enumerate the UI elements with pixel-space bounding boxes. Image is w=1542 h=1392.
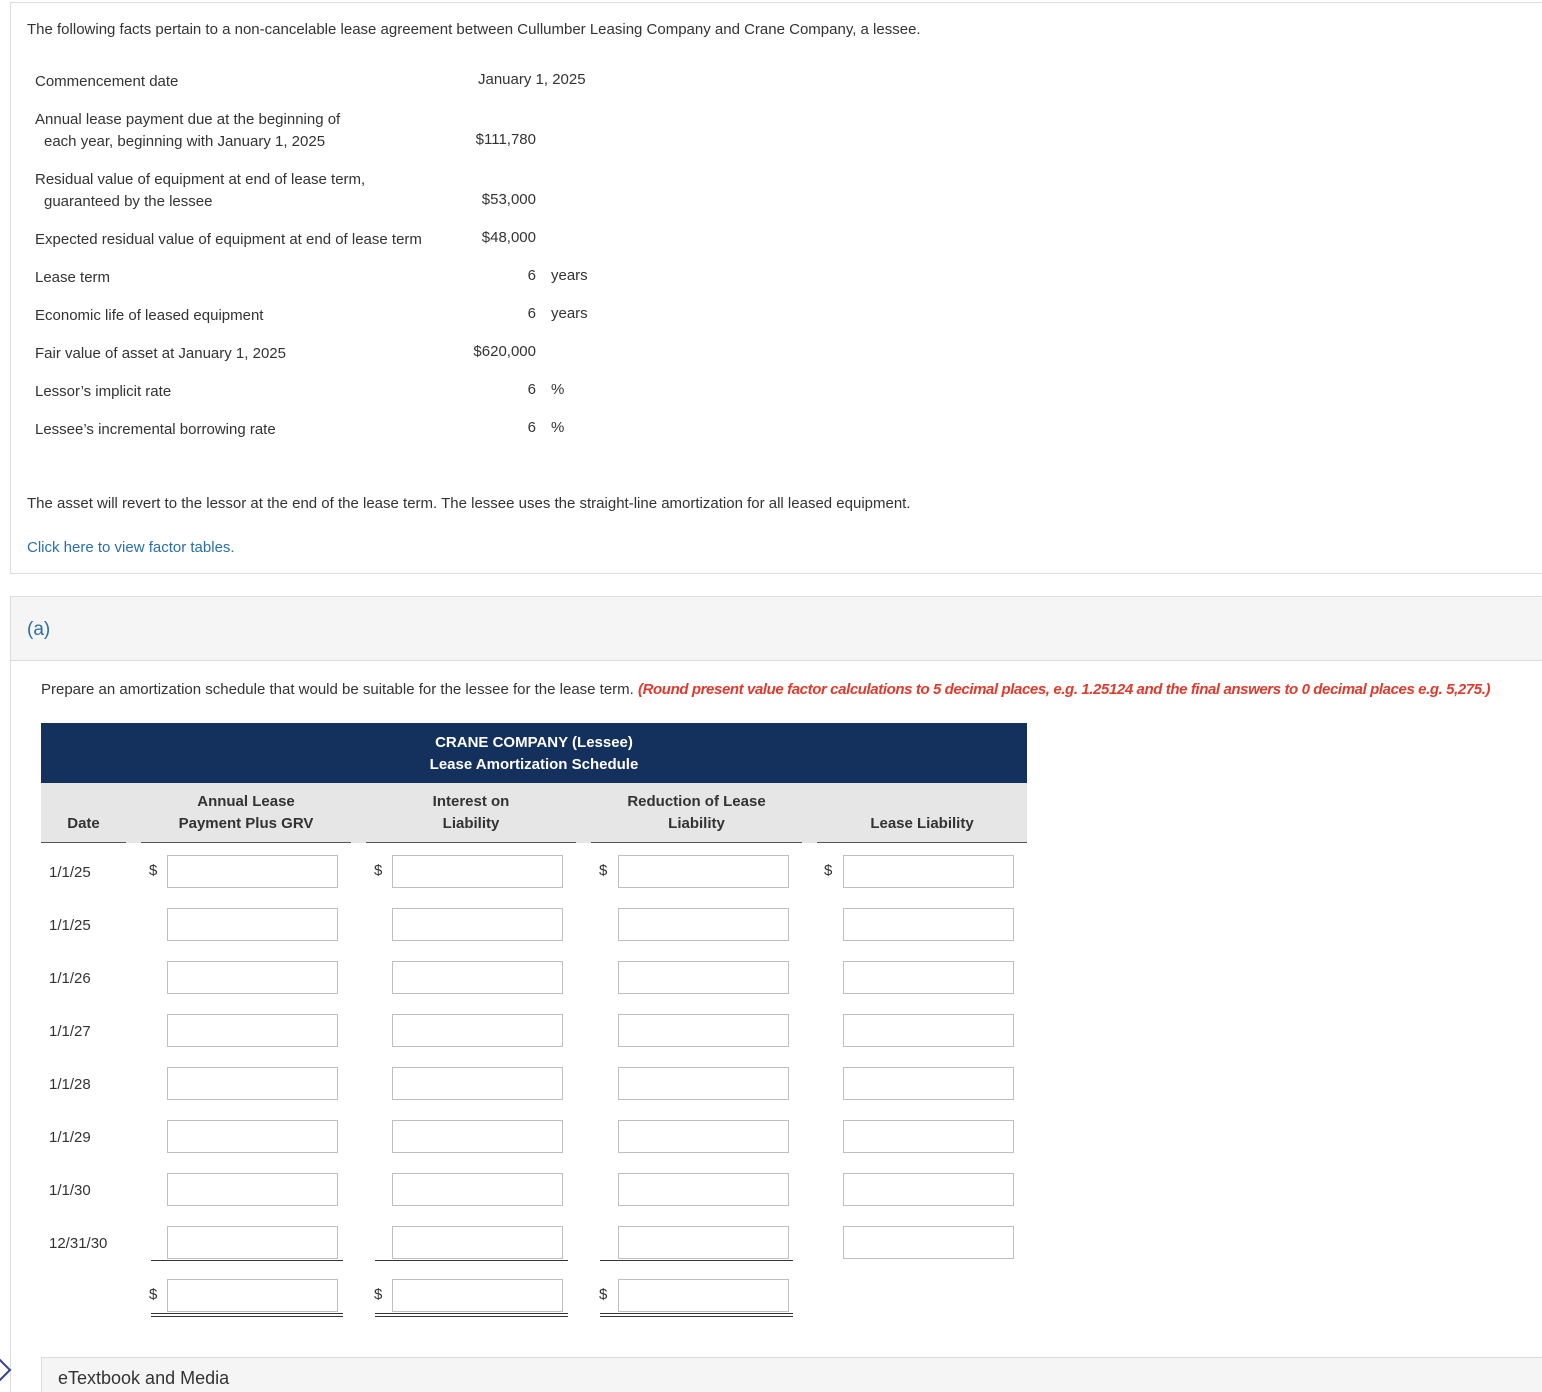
payment-input-8[interactable] [167,1226,338,1259]
interest-input-1[interactable] [392,855,563,888]
residual-guaranteed-label [35,169,365,213]
residual-guaranteed-line2: guaranteed by the lessee [44,193,213,210]
row-date-1: 1/1/25 [49,864,91,881]
implicit-rate-value: 6 [527,381,536,398]
total-double-line [375,1313,568,1317]
col-payment-line1: Annual Lease [197,793,295,810]
part-header [11,597,1542,661]
interest-input-5[interactable] [392,1067,563,1100]
dollar-sign: $ [149,862,158,879]
lease-term-value: 6 [527,267,536,284]
payment-input-5[interactable] [167,1067,338,1100]
row-date-3: 1/1/26 [49,970,91,987]
col-gap-2 [351,783,366,843]
total-dollar-sign: $ [374,1286,383,1303]
col-gap-1 [126,783,141,843]
reduction-input-5[interactable] [618,1067,789,1100]
col-date-label: Date [67,815,100,832]
total-double-line [600,1313,793,1317]
fair-value-label: Fair value of asset at January 1, 2025 [35,345,286,362]
commencement-value: January 1, 2025 [478,71,586,88]
col-interest [366,783,576,843]
payment-input-3[interactable] [167,961,338,994]
interest-input-3[interactable] [392,961,563,994]
row-date-8: 12/31/30 [49,1235,108,1252]
col-gap-3 [576,783,591,843]
row-date-5: 1/1/28 [49,1076,91,1093]
implicit-rate-label: Lessor’s implicit rate [35,383,172,400]
borrowing-rate-label: Lessee’s incremental borrowing rate [35,421,276,438]
etextbook-media-bar[interactable] [41,1357,1542,1392]
col-payment [141,783,351,843]
part-label: (a) [27,619,51,640]
lease-term-label: Lease term [35,269,111,286]
interest-input-7[interactable] [392,1173,563,1206]
liability-input-3[interactable] [843,961,1014,994]
reduction-input-3[interactable] [618,961,789,994]
schedule-name: Lease Amortization Schedule [429,756,639,773]
dollar-sign: $ [824,862,833,879]
total-dollar-sign: $ [149,1286,158,1303]
facts-panel [10,2,1542,574]
part-a-panel [10,596,1542,1392]
col-reduction-line2: Liability [668,815,725,832]
reduction-total-input[interactable] [618,1279,789,1312]
economic-life-unit: years [551,305,588,322]
dollar-sign: $ [374,862,383,879]
instructions [41,681,1490,698]
payment-label-line1: Annual lease payment due at the beginning of [35,111,341,128]
expected-residual-label: Expected residual value of equipment at end of lease term [35,231,422,248]
economic-life-value: 6 [527,305,536,322]
total-double-line [151,1313,343,1317]
col-payment-line2: Payment Plus GRV [178,815,314,832]
liability-input-6[interactable] [843,1120,1014,1153]
factor-tables-link[interactable]: Click here to view factor tables. [27,539,235,556]
economic-life-label: Economic life of leased equipment [35,307,264,324]
col-date [41,783,126,843]
reduction-input-4[interactable] [618,1014,789,1047]
payment-input-6[interactable] [167,1120,338,1153]
liability-input-8[interactable] [843,1226,1014,1259]
row-date-6: 1/1/29 [49,1129,91,1146]
reduction-input-1[interactable] [618,855,789,888]
col-reduction-line1: Reduction of Lease [627,793,766,810]
interest-input-8[interactable] [392,1226,563,1259]
col-liability [817,783,1027,843]
total-dollar-sign: $ [599,1286,608,1303]
interest-input-4[interactable] [392,1014,563,1047]
payment-label-line2: each year, beginning with January 1, 2025 [44,133,326,150]
liability-input-5[interactable] [843,1067,1014,1100]
subtotal-line [375,1260,568,1261]
commencement-label: Commencement date [35,73,179,90]
col-reduction [591,783,802,843]
instruction-text: Prepare an amortization schedule that would be suitable for the lessee for the lease term. [41,681,634,698]
interest-input-2[interactable] [392,908,563,941]
col-interest-line2: Liability [442,815,500,832]
rounding-note: (Round present value factor calculations to 5 decimal places, e.g. 1.25124 and the final answers to 0 decimal places e.g. 5,275.) [638,681,1491,698]
payment-input-2[interactable] [167,908,338,941]
implicit-rate-unit: % [551,381,565,398]
expected-residual-value: $48,000 [481,229,536,246]
payment-total-input[interactable] [167,1279,338,1312]
residual-guaranteed-line1: Residual value of equipment at end of lease term, [35,171,366,188]
borrowing-rate-unit: % [551,419,565,436]
reduction-input-2[interactable] [618,908,789,941]
col-gap-4 [802,783,817,843]
schedule-company: CRANE COMPANY (Lessee) [435,734,633,751]
intro-text: The following facts pertain to a non-cancelable lease agreement between Cullumber Leasing Company and Crane Company, a lessee. [27,21,921,38]
reduction-input-7[interactable] [618,1173,789,1206]
reduction-input-6[interactable] [618,1120,789,1153]
payment-input-4[interactable] [167,1014,338,1047]
payment-label [35,109,340,153]
dollar-sign: $ [599,862,608,879]
interest-input-6[interactable] [392,1120,563,1153]
residual-guaranteed-value: $53,000 [481,191,536,208]
row-date-2: 1/1/25 [49,917,91,934]
liability-input-7[interactable] [843,1173,1014,1206]
borrowing-rate-value: 6 [527,419,536,436]
interest-total-input[interactable] [392,1279,563,1312]
etextbook-label: eTextbook and Media [58,1368,230,1388]
subtotal-line [151,1260,343,1261]
payment-value: $111,780 [475,131,536,148]
reduction-input-8[interactable] [618,1226,789,1259]
schedule-title [41,723,1027,783]
revert-text: The asset will revert to the lessor at the end of the lease term. The lessee uses the straight-line amortization for all leased equipment. [27,495,911,512]
col-interest-line1: Interest on [432,793,510,810]
payment-input-7[interactable] [167,1173,338,1206]
lease-term-unit: years [551,267,588,284]
liability-input-2[interactable] [843,908,1014,941]
liability-input-4[interactable] [843,1014,1014,1047]
payment-input-1[interactable] [167,855,338,888]
subtotal-line [600,1260,793,1261]
liability-input-1[interactable] [843,855,1014,888]
fair-value-value: $620,000 [473,343,536,360]
col-liability-label: Lease Liability [870,815,974,832]
row-date-7: 1/1/30 [49,1182,91,1199]
row-date-4: 1/1/27 [49,1023,91,1040]
